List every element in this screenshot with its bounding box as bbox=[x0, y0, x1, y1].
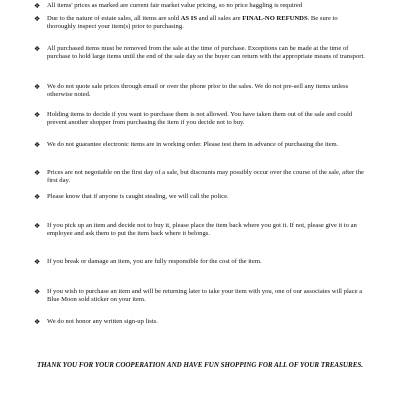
diamond-bullet-icon: ❖ bbox=[34, 2, 41, 10]
rule-item bbox=[34, 222, 365, 239]
rule-item bbox=[34, 45, 365, 62]
diamond-bullet-icon: ❖ bbox=[34, 15, 41, 23]
rule-text-segment: All purchased items must be removed from the sale at the time of purchase. Exceptions can be made at the time of purchase to hold large items until the end of the sale day so the buyer can return with the appropriate means of transport. bbox=[47, 45, 365, 61]
rule-item bbox=[34, 15, 365, 32]
rule-text-segment: Holding items to decide if you want to purchase them is not allowed. You have taken them out of the sale and could prevent another shopper from purchasing the item if you decide not to buy. bbox=[47, 111, 353, 127]
rule-item bbox=[34, 288, 365, 305]
rule-text bbox=[47, 141, 338, 148]
rule-text bbox=[47, 83, 348, 98]
rule-text-segment: . Be sure to thoroughly inspect your item(s) prior to purchasing. bbox=[47, 15, 338, 31]
rule-text-segment: We do not guarantee electronic items are in working order. Please test them in advance of purchasing the item. bbox=[47, 141, 339, 148]
rule-text bbox=[47, 2, 302, 9]
rule-text-segment: and all sales are bbox=[196, 15, 243, 22]
closing-message: THANK YOU FOR YOUR COOPERATION AND HAVE FUN SHOPPING FOR ALL OF YOUR TREASURES. bbox=[36, 361, 364, 369]
rule-text bbox=[47, 15, 338, 30]
rule-text-segment: If you wish to purchase an item and will be returning later to take your item with you, one of our associates will place a Blue Moon sold sticker on your item. bbox=[47, 288, 363, 304]
rule-item bbox=[34, 111, 365, 128]
rule-text-segment: If you break or damage an item, you are fully responsible for the cost of the item. bbox=[47, 258, 262, 265]
rule-item bbox=[34, 193, 365, 201]
rule-text-segment: If you pick up an item and decide not to buy it, please place the item back where you got it. If not, please give it to an employee and ask them to put the item back where it belongs. bbox=[47, 222, 357, 238]
rule-item bbox=[34, 83, 365, 100]
rule-text bbox=[47, 169, 364, 184]
diamond-bullet-icon: ❖ bbox=[34, 222, 41, 230]
diamond-bullet-icon: ❖ bbox=[34, 111, 41, 119]
rule-text bbox=[47, 222, 357, 237]
rule-text-segment: Please know that if anyone is caught stealing, we will call the police. bbox=[47, 193, 229, 200]
rule-text-segment: Prices are not negotiable on the first day of a sale, but discounts may possibly occur over the course of the sale, after the first day. bbox=[47, 169, 364, 185]
diamond-bullet-icon: ❖ bbox=[34, 193, 41, 201]
rule-item bbox=[34, 258, 365, 266]
rule-text-segment: All items' prices as marked are current fair market value pricing, so no price haggling is required bbox=[47, 2, 303, 9]
rule-text-segment: We do not quote sale prices through email or over the phone prior to the sales. We do not pre-sell any items unless otherwise noted. bbox=[47, 83, 349, 99]
rule-item bbox=[34, 169, 365, 186]
diamond-bullet-icon: ❖ bbox=[34, 318, 41, 326]
rule-text-segment: We do not honor any written sign-up lists. bbox=[47, 318, 158, 325]
rule-text bbox=[47, 45, 365, 60]
diamond-bullet-icon: ❖ bbox=[34, 288, 41, 296]
rule-item bbox=[34, 318, 365, 326]
rule-text bbox=[47, 111, 352, 126]
rule-text bbox=[47, 258, 262, 265]
rule-item bbox=[34, 2, 365, 10]
rule-text-emphasis: FINAL-NO REFUNDS bbox=[242, 15, 308, 22]
diamond-bullet-icon: ❖ bbox=[34, 141, 41, 149]
diamond-bullet-icon: ❖ bbox=[34, 258, 41, 266]
diamond-bullet-icon: ❖ bbox=[34, 45, 41, 53]
diamond-bullet-icon: ❖ bbox=[34, 169, 41, 177]
rule-text bbox=[47, 288, 362, 303]
rule-text-emphasis: AS IS bbox=[180, 15, 197, 22]
rule-text bbox=[47, 318, 158, 325]
diamond-bullet-icon: ❖ bbox=[34, 83, 41, 91]
rule-text-segment: Due to the nature of estate sales, all items are sold bbox=[47, 15, 181, 22]
rule-text bbox=[47, 193, 229, 200]
rule-item bbox=[34, 141, 365, 149]
